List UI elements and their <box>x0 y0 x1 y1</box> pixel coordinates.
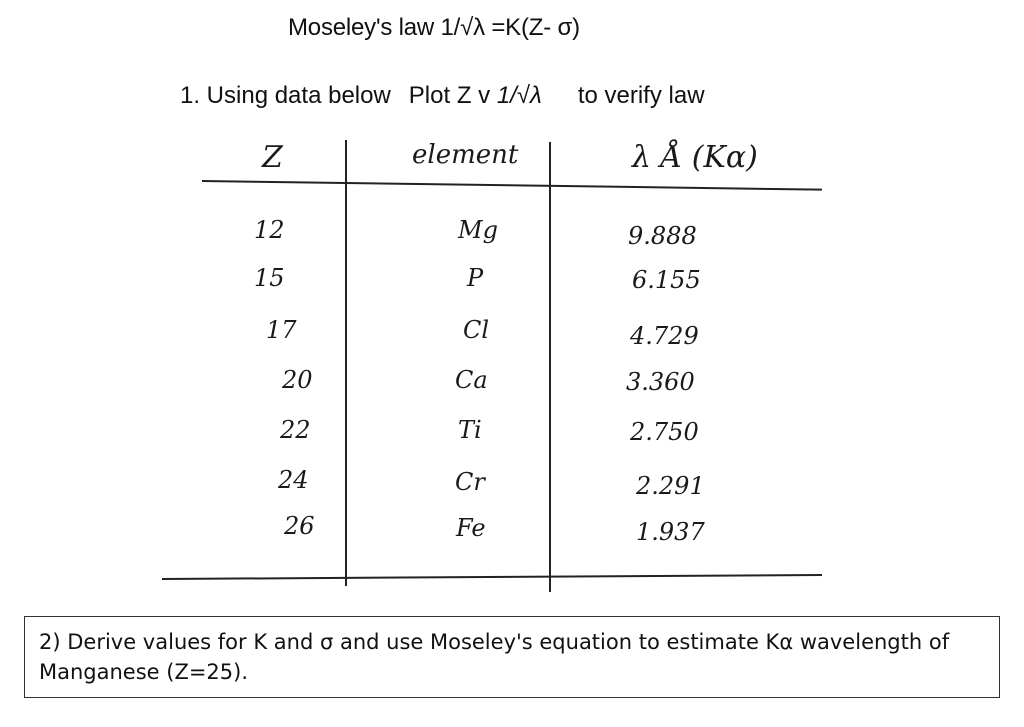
cell-element: Ca <box>455 366 488 394</box>
task-text: 2) Derive values for K and σ and use Moseley's equation to estimate Kα wavelength of Manganese (Z=25). <box>39 630 950 684</box>
header-element: element <box>412 140 519 170</box>
page-title: Moseley's law 1/√λ =K(Z- σ) <box>288 14 580 41</box>
cell-element: P <box>467 264 484 292</box>
instruction-step: 1. Using data below <box>180 82 391 109</box>
cell-element: Mg <box>458 216 498 244</box>
cell-wavelength: 2.291 <box>636 472 705 500</box>
cell-wavelength: 4.729 <box>630 322 699 350</box>
column-divider-1 <box>345 140 347 586</box>
cell-wavelength: 3.360 <box>626 368 695 396</box>
cell-wavelength: 9.888 <box>628 222 697 250</box>
task-box <box>24 616 1000 698</box>
cell-z: 22 <box>280 416 311 444</box>
instruction-line <box>180 82 705 110</box>
cell-z: 12 <box>254 216 285 244</box>
cell-wavelength: 2.750 <box>630 418 699 446</box>
cell-z: 26 <box>284 512 315 540</box>
instruction-plot: Plot Z v <box>408 82 491 109</box>
cell-z: 24 <box>278 466 309 494</box>
cell-element: Cl <box>463 316 490 344</box>
cell-z: 20 <box>282 366 313 394</box>
cell-z: 17 <box>266 316 297 344</box>
column-divider-2 <box>549 142 551 592</box>
cell-wavelength: 1.937 <box>636 518 705 546</box>
cell-element: Ti <box>458 416 482 444</box>
cell-element: Cr <box>455 468 485 496</box>
instruction-formula: 1/√λ <box>496 82 542 109</box>
header-divider <box>202 180 822 191</box>
header-z: Z <box>262 140 283 175</box>
cell-z: 15 <box>254 264 285 292</box>
cell-wavelength: 6.155 <box>632 266 701 294</box>
cell-element: Fe <box>456 514 486 542</box>
table-bottom-line <box>162 574 822 580</box>
instruction-goal: to verify law <box>577 82 705 109</box>
header-wavelength: λ Å (Kα) <box>632 140 758 175</box>
